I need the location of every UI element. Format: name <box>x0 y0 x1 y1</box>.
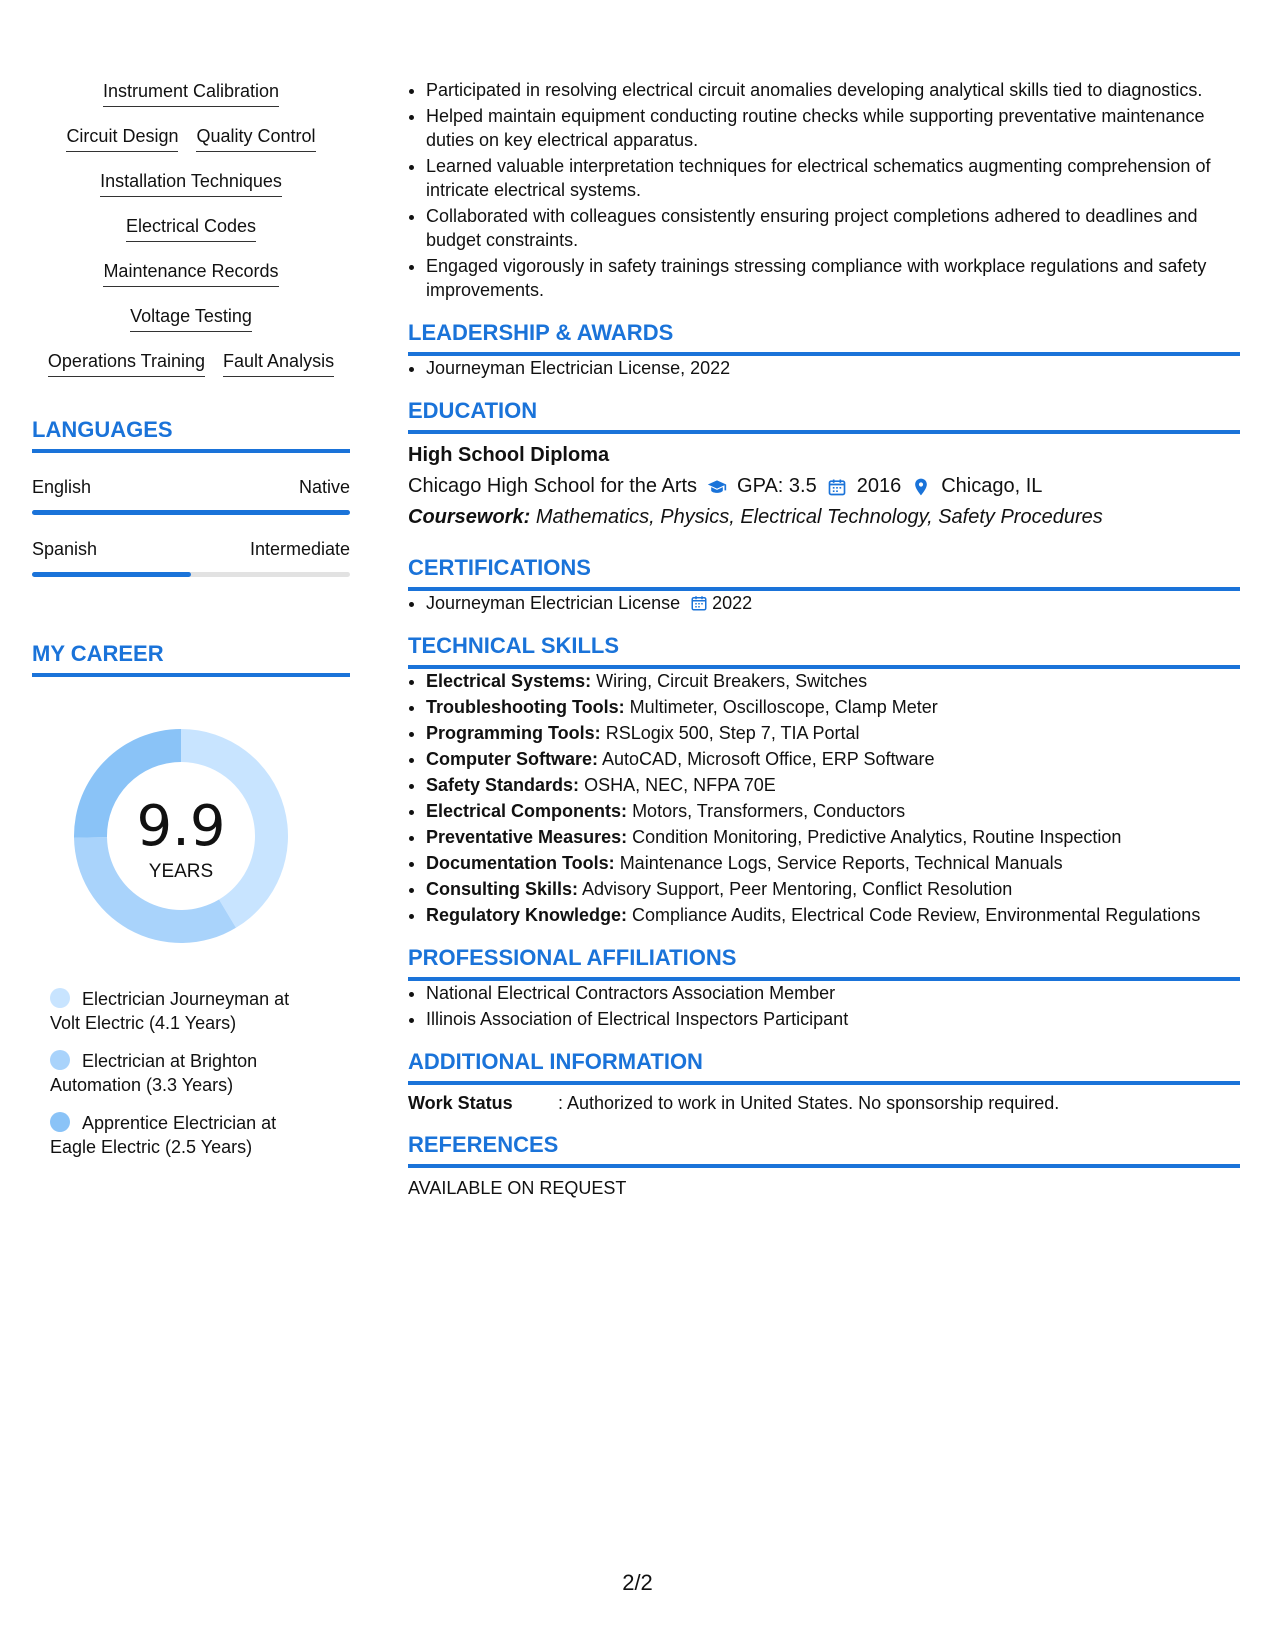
skill-value: Motors, Transformers, Conductors <box>632 801 906 821</box>
skill-value: Advisory Support, Peer Mentoring, Conflict Resolution <box>582 879 1013 899</box>
leadership-section <box>408 320 1240 380</box>
legend-dot <box>50 988 70 1008</box>
language-item <box>32 477 350 515</box>
skill-tag: Electrical Codes <box>126 215 256 242</box>
languages-section <box>32 417 350 577</box>
skill-key: Consulting Skills: <box>426 879 579 899</box>
leadership-item: • Journeyman Electrician License, 2022 <box>426 356 1240 380</box>
calendar-icon <box>690 594 708 612</box>
right-column <box>408 78 1240 1199</box>
work-status-value: : Authorized to work in United States. No sponsorship required. <box>558 1093 1060 1113</box>
references-section <box>408 1132 1240 1199</box>
location-pin-icon <box>911 477 931 497</box>
technical-skill-item <box>426 669 1240 693</box>
skill-tag: Voltage Testing <box>130 305 252 332</box>
education-school: Chicago High School for the Arts <box>408 475 698 497</box>
leadership-title: LEADERSHIP & AWARDS <box>408 320 1240 356</box>
technical-skill-item <box>426 877 1240 901</box>
skill-value: RSLogix 500, Step 7, TIA Portal <box>605 723 860 743</box>
skill-row <box>32 305 350 332</box>
additional-info-title: ADDITIONAL INFORMATION <box>408 1049 1240 1085</box>
skill-value: Compliance Audits, Electrical Code Review, Environmental Regulations <box>632 905 1201 925</box>
work-status-label: Work Status <box>408 1093 513 1113</box>
skill-value: Maintenance Logs, Service Reports, Technical Manuals <box>619 853 1063 873</box>
affiliation-item: • National Electrical Contractors Association Member <box>426 981 1240 1005</box>
education-year: 2016 <box>856 475 902 497</box>
legend-dot <box>50 1112 70 1132</box>
experience-bullet: • Learned valuable interpretation techniques for electrical schematics augmenting comprehension of intricate electrical systems. <box>426 154 1240 202</box>
technical-skill-item <box>426 773 1240 797</box>
experience-bullet: • Collaborated with colleagues consistently ensuring project completions adhered to deadlines and budget constraints. <box>426 204 1240 252</box>
experience-bullet: • Participated in resolving electrical circuit anomalies developing analytical skills tied to diagnostics. <box>426 78 1240 102</box>
skill-row <box>32 125 350 152</box>
technical-skill-item <box>426 799 1240 823</box>
page-number: 2/2 <box>622 1570 653 1595</box>
coursework-value: Mathematics, Physics, Electrical Technology, Safety Procedures <box>535 506 1103 528</box>
certifications-section <box>408 555 1240 615</box>
references-text: AVAILABLE ON REQUEST <box>408 1178 627 1198</box>
career-section <box>32 641 350 1159</box>
skill-value: Wiring, Circuit Breakers, Switches <box>596 671 868 691</box>
skill-key: Documentation Tools: <box>426 853 615 873</box>
skill-value: AutoCAD, Microsoft Office, ERP Software <box>602 749 935 769</box>
certification-name: • Journeyman Electrician License <box>426 593 681 613</box>
technical-skill-item <box>426 695 1240 719</box>
skill-tag: Fault Analysis <box>223 350 334 377</box>
technical-skill-item <box>426 851 1240 875</box>
skill-row <box>32 350 350 377</box>
language-bar <box>32 572 350 577</box>
technical-skill-item <box>426 903 1240 927</box>
education-degree: High School Diploma <box>408 444 610 466</box>
skills-tags <box>32 80 350 377</box>
career-legend <box>50 987 350 1159</box>
legend-label: Electrician Journeyman at Volt Electric (4.1 Years) <box>50 989 290 1033</box>
technical-skills-section <box>408 633 1240 927</box>
language-bar <box>32 510 350 515</box>
technical-skills-title: TECHNICAL SKILLS <box>408 633 1240 669</box>
technical-skill-item <box>426 825 1240 849</box>
skill-key: Computer Software: <box>426 749 599 769</box>
skill-tag: Installation Techniques <box>100 170 282 197</box>
career-title: MY CAREER <box>32 641 350 677</box>
legend-item <box>50 1049 310 1097</box>
left-column <box>32 80 350 1173</box>
certifications-title: CERTIFICATIONS <box>408 555 1240 591</box>
education-title: EDUCATION <box>408 398 1240 434</box>
affiliations-title: PROFESSIONAL AFFILIATIONS <box>408 945 1240 981</box>
references-title: REFERENCES <box>408 1132 1240 1168</box>
skill-value: OSHA, NEC, NFPA 70E <box>584 775 776 795</box>
certification-year: 2022 <box>712 593 753 613</box>
skill-row <box>32 170 350 197</box>
graduation-cap-icon <box>707 477 727 497</box>
career-total: 9.9 <box>136 794 226 859</box>
education-coursework <box>408 506 1240 529</box>
skill-tag: Maintenance Records <box>103 260 278 287</box>
skill-tag: Circuit Design <box>66 125 178 152</box>
skill-row <box>32 260 350 287</box>
skill-row <box>32 215 350 242</box>
legend-label: Apprentice Electrician at Eagle Electric (2.5 Years) <box>50 1113 277 1157</box>
language-item <box>32 539 350 577</box>
legend-item <box>50 1111 310 1159</box>
skill-key: Safety Standards: <box>426 775 580 795</box>
language-name: English <box>32 477 92 497</box>
skill-row <box>32 80 350 107</box>
skill-key: Preventative Measures: <box>426 827 628 847</box>
skill-key: Troubleshooting Tools: <box>426 697 625 717</box>
legend-item <box>50 987 310 1035</box>
technical-skill-item <box>426 721 1240 745</box>
skill-key: Regulatory Knowledge: <box>426 905 628 925</box>
skill-tag: Instrument Calibration <box>103 80 279 107</box>
languages-title: LANGUAGES <box>32 417 350 453</box>
technical-skill-item <box>426 747 1240 771</box>
education-gpa: GPA: 3.5 <box>737 475 817 497</box>
legend-label: Electrician at Brighton Automation (3.3 Years) <box>50 1051 258 1095</box>
calendar-icon <box>827 477 847 497</box>
career-donut <box>66 721 296 951</box>
certification-item <box>426 591 1240 615</box>
skill-key: Electrical Components: <box>426 801 628 821</box>
experience-bullets <box>408 78 1240 302</box>
skill-tag: Operations Training <box>48 350 205 377</box>
language-bar-fill <box>32 510 350 515</box>
affiliations-section <box>408 945 1240 1031</box>
language-name: Spanish <box>32 539 98 559</box>
additional-info-section <box>408 1049 1240 1114</box>
experience-bullet: • Helped maintain equipment conducting routine checks while supporting preventative maintenance duties on key electrical apparatus. <box>426 104 1240 152</box>
skill-tag: Quality Control <box>196 125 315 152</box>
coursework-label: Coursework: <box>408 506 531 528</box>
language-level: Native <box>298 477 350 497</box>
skill-key: Electrical Systems: <box>426 671 592 691</box>
skill-value: Condition Monitoring, Predictive Analytics, Routine Inspection <box>632 827 1122 847</box>
skill-value: Multimeter, Oscilloscope, Clamp Meter <box>629 697 938 717</box>
education-details <box>408 475 1240 498</box>
experience-bullet: • Engaged vigorously in safety trainings stressing compliance with workplace regulations and safety improvements. <box>426 254 1240 302</box>
skill-key: Programming Tools: <box>426 723 601 743</box>
language-bar-fill <box>32 572 191 577</box>
technical-skills-list <box>408 669 1240 927</box>
language-level: Intermediate <box>249 539 350 559</box>
legend-dot <box>50 1050 70 1070</box>
education-section <box>408 398 1240 529</box>
affiliation-item: • Illinois Association of Electrical Inspectors Participant <box>426 1007 1240 1031</box>
education-location: Chicago, IL <box>941 475 1043 497</box>
career-unit: YEARS <box>148 861 214 882</box>
